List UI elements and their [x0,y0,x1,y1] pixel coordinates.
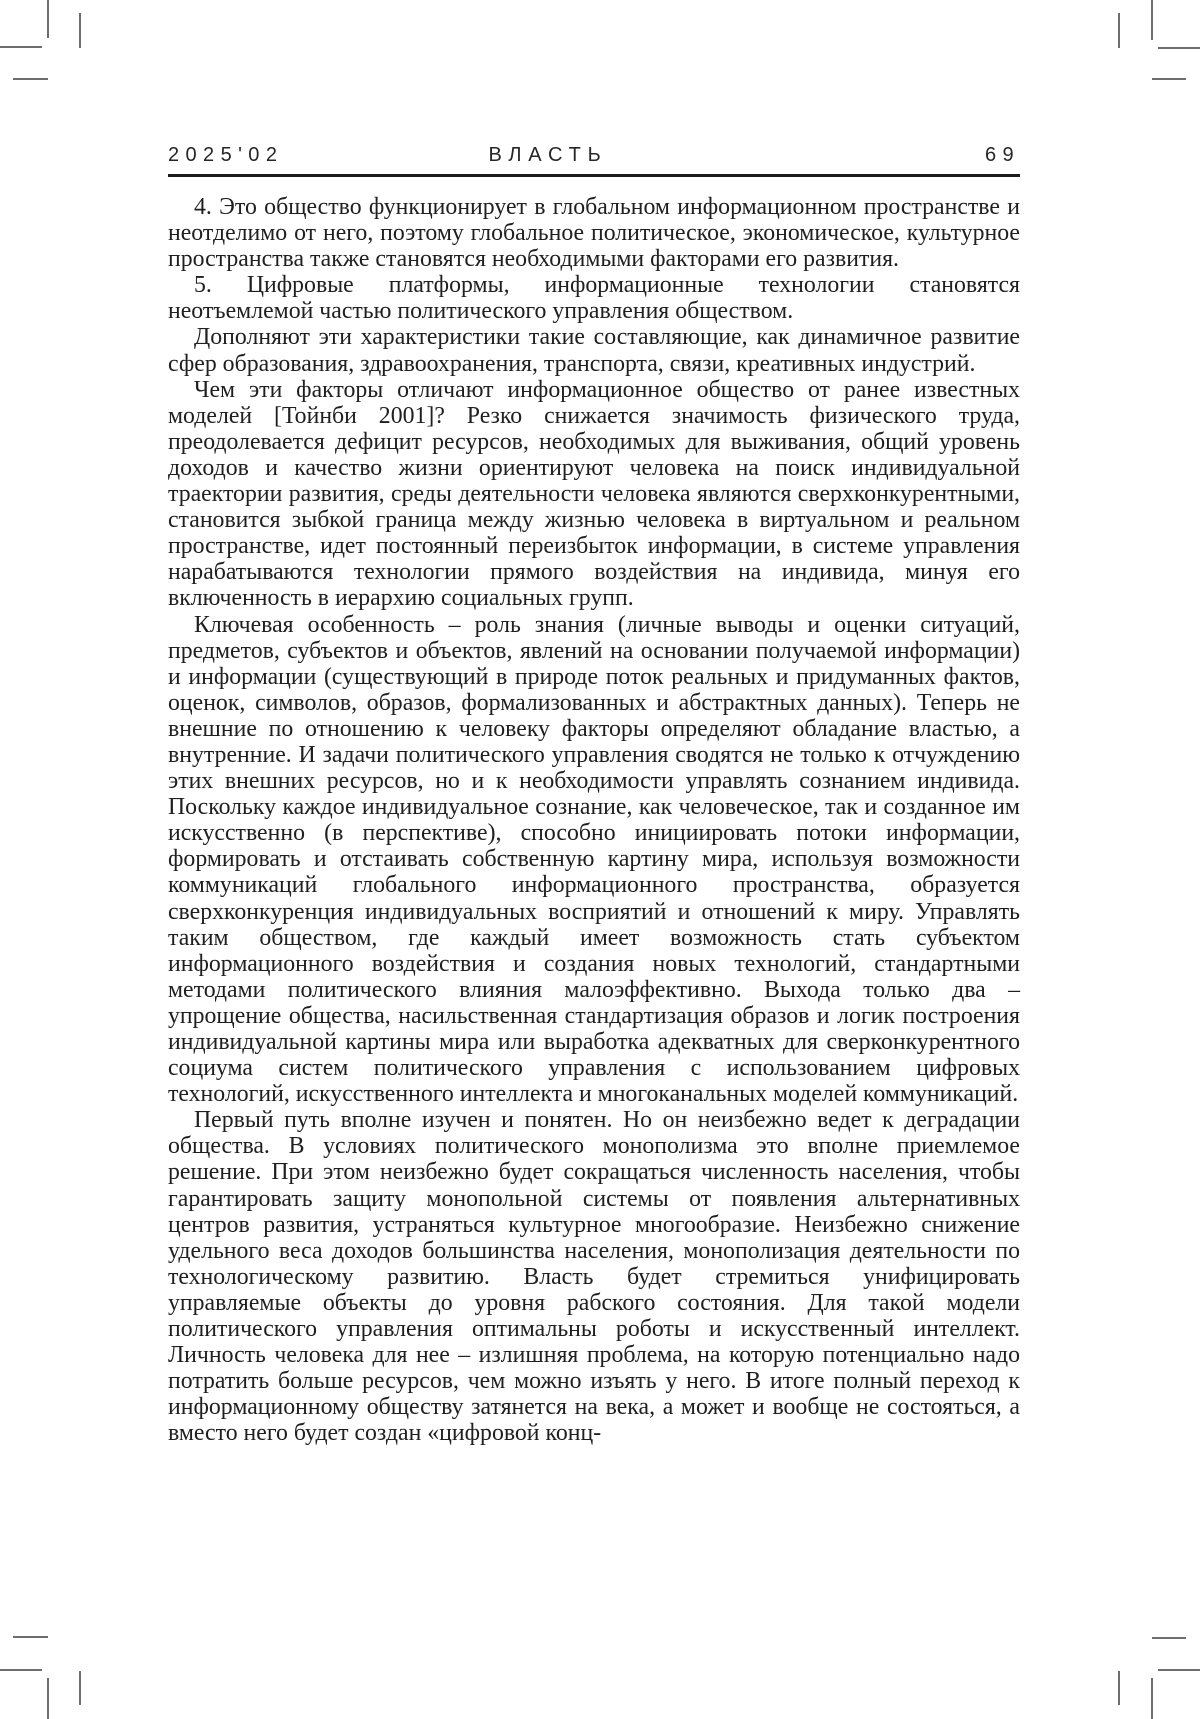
crop-mark-bottom-left-horizontal-outer [0,1669,42,1671]
crop-mark-bottom-right-horizontal-inner [1152,1637,1186,1639]
journal-title: ВЛАСТЬ [488,144,608,166]
crop-mark-top-left-vertical-inner [79,13,81,48]
body-paragraph: Ключевая особенность – роль знания (личные выводы и оценки ситуаций, предметов, субъектов и объектов, явлений на основании получаемой информации) и информации (существующий в природе поток реальных и придуманных фактов, оценок, символов, образов, формализованных и абстрактных данных). Теперь не внешние по отношению к человеку факторы определяют обладание властью, а внутренние. И задачи политического управления сводятся не только к отчуждению этих внешних ресурсов, но и к необходимости управлять сознанием индивида. Поскольку каждое индивидуальное сознание, как человеческое, так и созданное им искусственно (в перспективе), способно инициировать потоки информации, формировать и отстаивать собственную картину мира, используя возможности коммуникаций глобального информационного пространства, образуется сверхконкуренция индивидуальных восприятий и отношений к миру. Управлять таким обществом, где каждый имеет возможность стать субъектом информационного воздействия и создания новых технологий, стандартными методами политического влияния малоэффективно. Выхода только два – упрощение общества, насильственная стандартизация образов и логик построения индивидуальной картины мира или выработка адекватных для сверконкурентного социума систем политического управления с использованием цифровых технологий, искусственного интеллекта и многоканальных моделей коммуникаций. [168,611,1020,1108]
crop-mark-top-left-horizontal-outer [0,46,42,48]
crop-mark-top-left-horizontal-inner [13,78,48,80]
page-number: 69 [984,144,1020,166]
body-paragraph: Первый путь вполне изучен и понятен. Но он неизбежно ведет к деградации общества. В условиях политического монополизма это вполне приемлемое решение. При этом неизбежно будет сокращаться численность населения, чтобы гарантировать защиту монопольной системы от появления альтернативных центров развития, устраняться культурное многообразие. Неизбежно снижение удельного веса доходов большинства населения, монополизация деятельности по технологическому развитию. Власть будет стремиться унифицировать управляемые объекты до уровня рабского состояния. Для такой модели политического управления оптимальны роботы и искусственный интеллект. Личность человека для нее – излишняя проблема, на которую потенциально надо потратить больше ресурсов, чем можно изъять у него. В итоге полный переход к информационному обществу затянется на века, а может и вообще не состояться, а вместо него будет создан «цифровой конц- [168,1107,1020,1447]
text-column [168,136,1020,1447]
crop-mark-bottom-left-vertical-inner [79,1671,81,1705]
issue-number: 2025'02 [168,144,284,166]
crop-mark-bottom-right-horizontal-outer [1158,1669,1200,1671]
body-paragraph: 5. Цифровые платформы, информационные технологии становятся неотъемлемой частью политического управления обществом. [168,272,1020,325]
crop-mark-bottom-left-horizontal-inner [13,1636,48,1638]
crop-mark-bottom-right-vertical-outer [1151,1678,1153,1719]
crop-mark-bottom-left-vertical-outer [47,1678,49,1719]
article-body [168,194,1020,1447]
crop-mark-top-right-vertical-outer [1151,0,1153,40]
crop-mark-top-left-vertical-outer [47,0,49,38]
crop-mark-bottom-right-vertical-inner [1118,1671,1120,1705]
page-header [168,136,1020,177]
crop-mark-top-right-horizontal-outer [1158,47,1200,49]
body-paragraph: Чем эти факторы отличают информационное общество от ранее известных моделей [Тойнби 2001]? Резко снижается значимость физического труда, преодолевается дефицит ресурсов, необходимых для выживания, общий уровень доходов и качество жизни ориентируют человека на поиск индивидуальной траектории развития, среды деятельности человека являются сверхконкурентными, становится зыбкой граница между жизнью человека в виртуальном и реальном пространстве, идет постоянный переизбыток информации, в системе управления нарабатываются технологии прямого воздействия на индивида, минуя его включенность в иерархию социальных групп. [168,376,1020,612]
crop-mark-top-right-vertical-inner [1118,13,1120,48]
body-paragraph: 4. Это общество функционирует в глобальном информационном пространстве и неотделимо от него, поэтому глобальное политическое, экономическое, культурное пространства также становятся необходимыми факторами его развития. [168,194,1020,273]
body-paragraph: Дополняют эти характеристики такие составляющие, как динамичное развитие сфер образования, здравоохранения, транспорта, связи, креативных индустрий. [168,324,1020,377]
crop-mark-top-right-horizontal-inner [1152,78,1186,80]
